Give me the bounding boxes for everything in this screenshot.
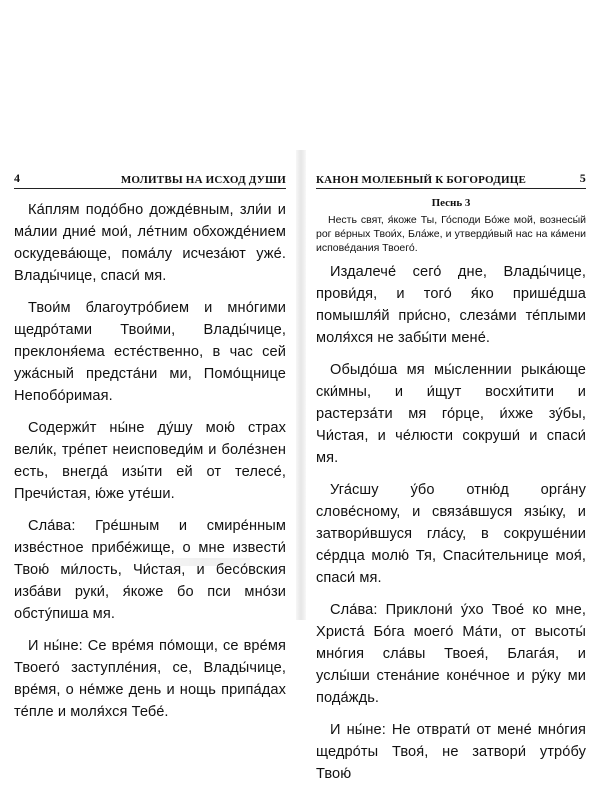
right-page bbox=[316, 170, 586, 795]
left-page bbox=[14, 170, 286, 733]
ode-title: Песнь 3 bbox=[431, 197, 471, 209]
right-running-head bbox=[316, 170, 586, 186]
page-number-right: 5 bbox=[579, 171, 586, 185]
left-running-head bbox=[14, 170, 286, 186]
prayer-paragraph: Твои́м благоутро́бием и мно́гими щедро́тами Твои́ми, Влады́чице, преклоня́ема есте́ственно, в час сей ужа́сный предста́ни ми, Помо́щнице Непобо́римая. bbox=[14, 300, 286, 404]
troparion-paragraph: Обыдо́ша мя мы́сленнии рыка́юще ски́мны, и и́щут восхи́тити и растерза́ти мя го́рце, и́хже зу́бы, Чи́стая, и че́люсти сокруши́ и спаси́ мя. bbox=[316, 362, 586, 466]
troparion-paragraph: И ны́не: Не отврати́ от мене́ мно́гия щедро́ты Твоя́, не затвори́ утро́бу Твою́ bbox=[316, 722, 586, 782]
prayer-paragraph: Сла́ва: Гре́шным и смире́нным изве́стное прибе́жище, о мне извести́ Твою́ ми́лость, Чи́стая, и бесо́вския изба́ви руки́, я́коже бо пси мно́зи обсту́пиша мя. bbox=[14, 518, 286, 622]
prayer-paragraph: Содержи́т ны́не ду́шу мою́ страх вели́к, тре́пет неисповеди́м и боле́знен есть, внегда́ изы́ти ей от телесе́, Пречи́стая, ю́же уте́ши. bbox=[14, 420, 286, 502]
running-head-title-right: КАНОН МОЛЕБНЫЙ К БОГОРОДИЦЕ bbox=[316, 174, 527, 186]
page-number-left: 4 bbox=[14, 171, 21, 185]
heirmos-text: Несть свят, я́коже Ты, Го́споди Бо́же мой, вознесы́й рог ве́рных Твои́х, Бла́же, и утверди́вый нас на ка́мени испове́дания Твоего́. bbox=[316, 214, 586, 254]
troparion-paragraph: Сла́ва: Приклони́ у́хо Твое́ ко мне, Христа́ Бо́га моего́ Ма́ти, от высоты́ мно́гия сла́вы Твоея́, Блага́я, и услы́ши стена́ние коне́чное и ру́ку ми пода́ждь. bbox=[316, 602, 586, 706]
prayer-paragraph: Ка́плям подо́бно дожде́вным, зли́и и ма́лии дние́ мои́, ле́тним обхожде́нием оскудева́юще, пома́лу исчеза́ют уже́. Влады́чице, спаси́ мя. bbox=[14, 202, 286, 284]
header-rule-left bbox=[14, 188, 286, 189]
troparion-paragraph: Издалече́ сего́ дне, Влады́чице, прови́дя, и того́ я́ко прише́дша помышля́й при́сно, слеза́ми те́плыми моля́хся не забы́ти мене́. bbox=[316, 264, 586, 346]
header-rule-right bbox=[316, 188, 586, 189]
book-gutter bbox=[296, 150, 306, 620]
running-head-title-left: МОЛИТВЫ НА ИСХОД ДУШИ bbox=[120, 174, 286, 186]
troparion-paragraph: Уга́сшу у́бо отню́д орга́ну слове́сному, и связа́вшуся язы́ку, и затвори́вшуся гла́су, в сокруше́нии се́рдца молю́ Тя, Спаси́тельнице моя́, спаси́ мя. bbox=[316, 482, 586, 586]
prayer-paragraph: И ны́не: Се вре́мя по́мощи, се вре́мя Твоего́ заступле́ния, се, Влады́чице, вре́мя, о не́мже день и нощь припа́дах те́пле и моля́хся Тебе́. bbox=[14, 638, 286, 720]
